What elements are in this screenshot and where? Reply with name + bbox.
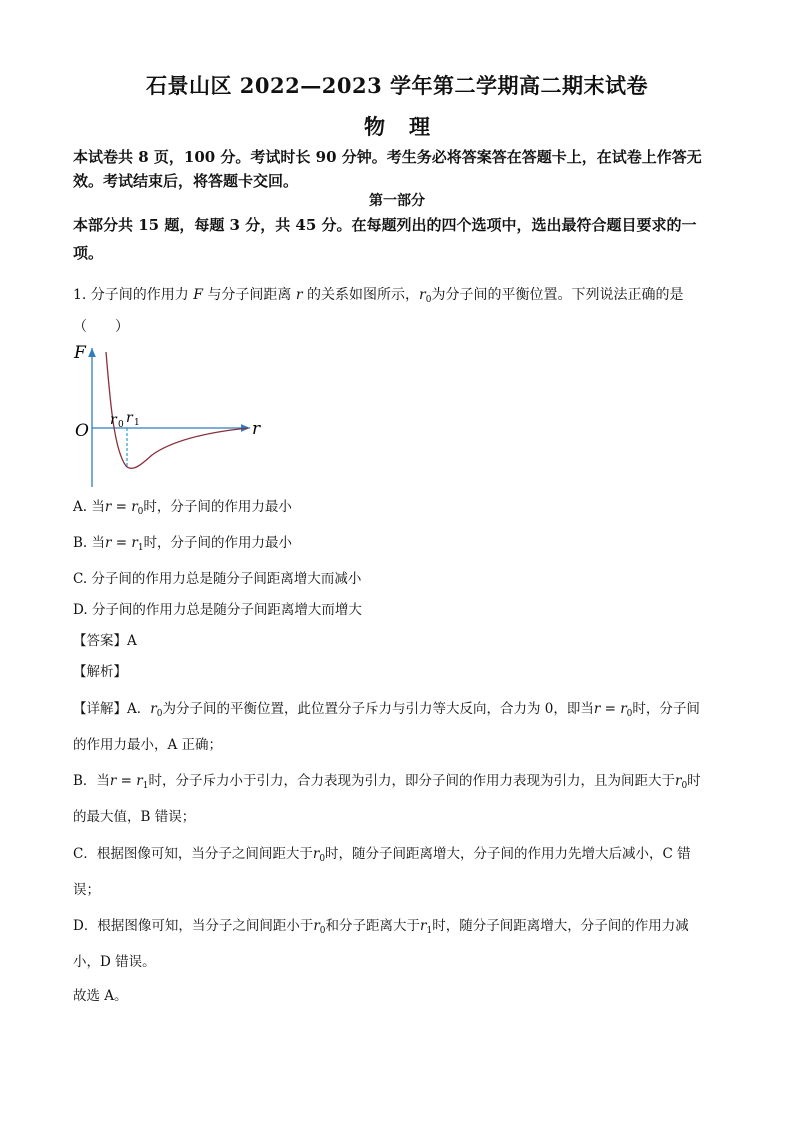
label-r1: r	[126, 410, 133, 426]
detail-a-line1: 【详解】A．$r_0$为分子间的平衡位置，此位置分子斥力与引力等大反向，合力为 0，即当$r = r_0$时，分子间	[73, 701, 700, 719]
detail-b-line2: 的最大值，B 错误；	[73, 809, 196, 825]
detail-c1b: 时，随分子间距离增大，分子间的作用力先增大后减小，C 错	[325, 846, 691, 862]
label-r0-sub: 0	[118, 420, 124, 430]
option-c-key: C.	[73, 571, 88, 587]
detail-d1c: 时，随分子间距离增大，分子间的作用力减	[432, 918, 689, 934]
label-r0: r	[110, 412, 117, 428]
answer-label: 【答案】	[73, 633, 127, 649]
detail-b1: B．当	[73, 773, 110, 789]
detail-a-line2: 的作用力最小，A 正确；	[73, 737, 223, 753]
subject-title	[0, 111, 794, 141]
part-instructions	[73, 211, 723, 267]
option-a-key: A.	[73, 499, 88, 515]
question-stem	[73, 284, 721, 311]
answer-parentheses: （ ）	[73, 319, 129, 335]
label-r1-sub: 1	[134, 418, 140, 428]
question-text-b: 与分子间距离	[207, 287, 292, 303]
detail-a1b: 为分子间的平衡位置，此位置分子斥力与引力等大反向，合力为 0，即当	[162, 701, 594, 717]
option-c-text: 分子间的作用力总是随分子间距离增大而减小	[91, 571, 362, 587]
part-title: 第一部分	[369, 193, 425, 209]
var-r: r	[295, 287, 303, 303]
detail-d1: D．根据图像可知，当分子之间间距小于	[73, 918, 314, 934]
detail-d-line2: 小，D 错误。	[73, 954, 156, 970]
part-desc-1: 本部分共 15 题，每题 3 分，共 45 分。在每题列出的四个选项中，选出最符合题目要求的一	[73, 216, 697, 234]
detail-label: 【详解】	[73, 701, 127, 717]
question-text-a: 分子间的作用力	[90, 287, 189, 303]
option-b-sub: 1	[137, 543, 144, 553]
detail-b1b: 时，分子斥力小于引力，合力表现为引力，即分子间的作用力表现为引力，且为间距大于	[148, 773, 675, 789]
origin-label: O	[75, 421, 89, 441]
option-a-eq: r = r	[104, 499, 138, 515]
var-F: F	[193, 287, 203, 303]
option-b[interactable]	[73, 531, 292, 553]
answer-line	[73, 629, 137, 649]
question-number: 1.	[73, 287, 87, 303]
detail-conclusion: 故选 A。	[73, 988, 128, 1004]
exam-title: 石景山区 2022—2023 学年第二学期高二期末试卷	[145, 73, 648, 98]
detail-d-line1: D．根据图像可知，当分子之间间距小于$r_0$和分子距离大于$r_1$时，随分子间距离增大，分子间的作用力减	[73, 918, 689, 936]
subject-char-1: 物	[364, 114, 385, 139]
option-b-eq: r = r	[105, 535, 138, 551]
detail-c1: C．根据图像可知，当分子之间间距大于	[73, 846, 313, 862]
detail-c-line1: C．根据图像可知，当分子之间间距大于$r_0$时，随分子间距离增大，分子间的作用力先增大后减小，C 错	[73, 846, 691, 864]
option-a-pre: 当	[91, 499, 105, 515]
option-d[interactable]	[73, 598, 362, 618]
intro-line-1: 本试卷共 8 页，100 分。考试时长 90 分钟。考生务必将答案答在答题卡上，在试卷上作答无	[73, 148, 702, 166]
option-b-key: B.	[73, 535, 88, 551]
detail-b1c: 时	[687, 773, 701, 789]
intro-line-2: 效。考试结束后，将答题卡交回。	[73, 172, 299, 190]
answer-value: A	[127, 633, 137, 649]
detail-d1b: 和分子距离大于	[325, 918, 421, 934]
option-b-pre: 当	[91, 535, 106, 551]
option-d-text: 分子间的作用力总是随分子间距离增大而增大	[91, 602, 362, 618]
option-b-post: 时，分子间的作用力最小	[143, 535, 293, 551]
detail-b-line1: B．当$r = r_1$时，分子斥力小于引力，合力表现为引力，即分子间的作用力表现为引力，且为间距大于$r_0$时	[73, 773, 701, 791]
analysis-label: 【解析】	[73, 664, 127, 680]
var-r0: r	[419, 287, 426, 303]
option-a-post: 时，分子间的作用力最小	[143, 499, 292, 515]
force-distance-graph	[70, 340, 270, 490]
axis-label-r: r	[252, 419, 261, 439]
option-a-sub: 0	[137, 507, 144, 517]
exam-intro	[73, 145, 723, 193]
option-d-key: D.	[73, 602, 88, 618]
subject-char-2: 理	[409, 114, 430, 139]
option-a[interactable]	[73, 495, 292, 517]
option-c[interactable]	[73, 567, 361, 587]
var-r0-sub: 0	[425, 295, 432, 305]
axis-label-F: F	[74, 343, 86, 363]
question-text-c: 的关系如图所示，	[307, 287, 420, 303]
question-text-d: 为分子间的平衡位置。下列说法正确的是	[431, 287, 684, 303]
detail-a1: A．	[127, 701, 151, 717]
detail-c-line2: 误；	[73, 882, 100, 898]
part-desc-2: 项。	[73, 244, 104, 262]
detail-a1c: 时，分子间	[632, 701, 700, 717]
